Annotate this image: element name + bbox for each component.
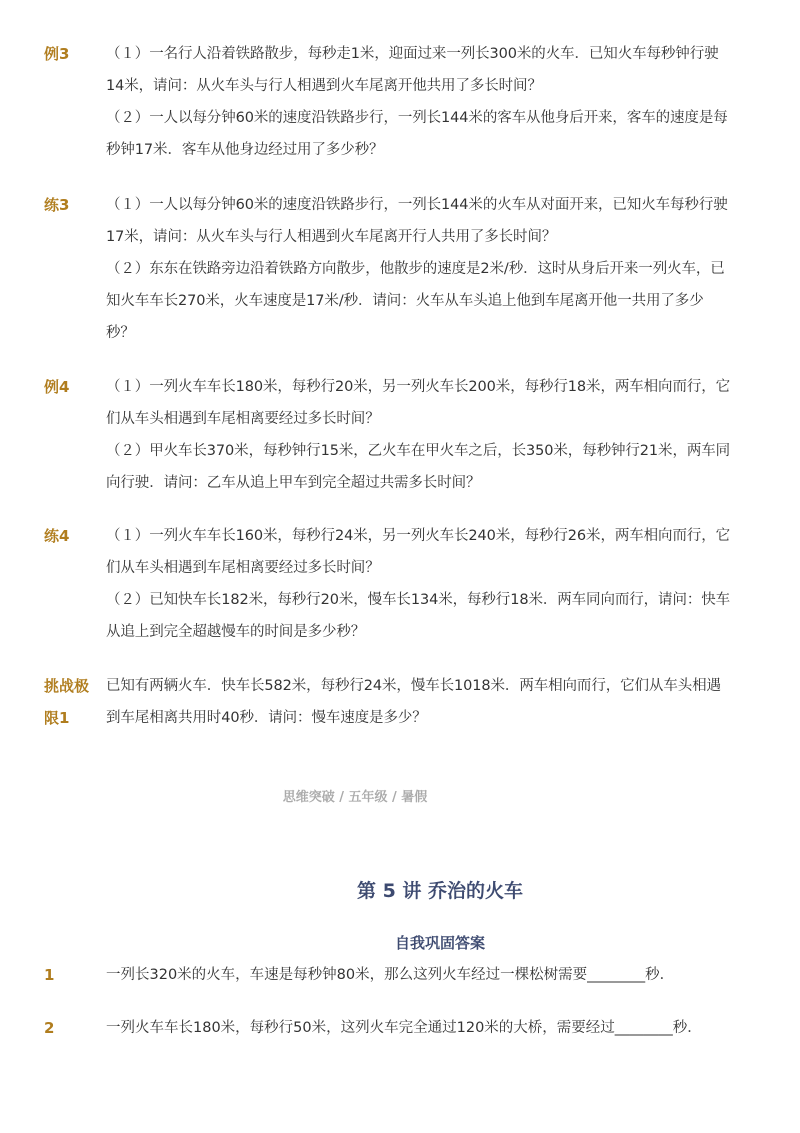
- problem-label: 练3: [44, 196, 70, 214]
- answer-item: [44, 964, 744, 986]
- problem-line: （２）甲火车长370米，每秒钟行15米，乙火车在甲火车之后，长350米，每秒钟行21米，两车同: [106, 443, 731, 459]
- problem-example-3: [44, 38, 728, 166]
- problem-line: （２）一人以每分钟60米的速度沿铁路步行，一列长144米的客车从他身后开来，客车的速度是每: [106, 110, 728, 126]
- answer-number: 1: [44, 966, 55, 984]
- problem-label-line: 限1: [44, 709, 70, 727]
- problem-line: 从追上到完全超越慢车的时间是多少秒？: [106, 624, 366, 640]
- problem-practice-4: [44, 520, 731, 648]
- problem-label: 例4: [44, 378, 70, 396]
- lecture-title: 第 5 讲 乔治的火车: [356, 880, 524, 902]
- problem-line: （１）一列火车车长160米，每秒行24米，另一列火车长240米，每秒行26米，两车相向而行，它: [106, 528, 731, 544]
- problem-line: 们从车头相遇到车尾相离要经过多长时间？: [106, 411, 380, 427]
- problem-label: 例3: [44, 45, 70, 63]
- answer-heading: 自我巩固答案: [394, 934, 485, 952]
- problem-challenge-1: [44, 670, 724, 734]
- problem-label-line: 挑战极: [44, 677, 90, 695]
- problem-body: [106, 670, 724, 734]
- problem-line: 知火车车长270米，火车速度是17米/秒．请问：火车从车头追上他到车尾离开他一共用了多少: [106, 293, 704, 309]
- answer-number: 2: [44, 1019, 55, 1037]
- answer-text: 一列长320米的火车，车速是每秒钟80米，那么这列火车经过一棵松树需要________秒．: [106, 967, 675, 983]
- page-footer: 思维突破 / 五年级 / 暑假: [282, 790, 428, 805]
- problem-example-4: [44, 371, 731, 499]
- problem-line: （１）一名行人沿着铁路散步，每秒走1米，迎面过来一列长300米的火车．已知火车每秒钟行驶: [106, 46, 719, 62]
- problem-line: 17米，请问：从火车头与行人相遇到火车尾离开行人共用了多长时间？: [106, 229, 557, 245]
- problem-line: 到车尾相离共用时40秒．请问：慢车速度是多少？: [106, 710, 427, 726]
- problem-body: [106, 520, 731, 648]
- answer-text: 一列火车车长180米，每秒行50米，这列火车完全通过120米的大桥，需要经过________秒．: [106, 1020, 702, 1036]
- problem-line: （２）东东在铁路旁边沿着铁路方向散步，他散步的速度是2米/秒．这时从身后开来一列火车，已: [106, 261, 725, 277]
- problem-line: 14米，请问：从火车头与行人相遇到火车尾离开他共用了多长时间？: [106, 78, 542, 94]
- problem-line: （２）已知快车长182米，每秒行20米，慢车长134米，每秒行18米．两车同向而行，请问：快车: [106, 592, 731, 608]
- problem-practice-3: [44, 189, 728, 349]
- problem-line: 秒？: [106, 325, 135, 341]
- answer-item: [44, 1017, 744, 1039]
- problem-line: 已知有两辆火车．快车长582米，每秒行24米，慢车长1018米．两车相向而行，它们从车头相遇: [106, 678, 721, 694]
- problem-body: [106, 371, 731, 499]
- problem-line: 向行驶．请问：乙车从追上甲车到完全超过共需多长时间？: [106, 475, 481, 491]
- problem-label: [44, 670, 102, 734]
- problem-body: [106, 38, 728, 166]
- problem-line: 们从车头相遇到车尾相离要经过多长时间？: [106, 560, 380, 576]
- problem-line: （１）一人以每分钟60米的速度沿铁路步行，一列长144米的火车从对面开来，已知火车每秒行驶: [106, 197, 728, 213]
- problem-line: 秒钟17米．客车从他身边经过用了多少秒？: [106, 142, 384, 158]
- problem-body: [106, 189, 728, 349]
- problem-label: 练4: [44, 527, 70, 545]
- problem-line: （１）一列火车车长180米，每秒行20米，另一列火车长200米，每秒行18米，两车相向而行，它: [106, 379, 731, 395]
